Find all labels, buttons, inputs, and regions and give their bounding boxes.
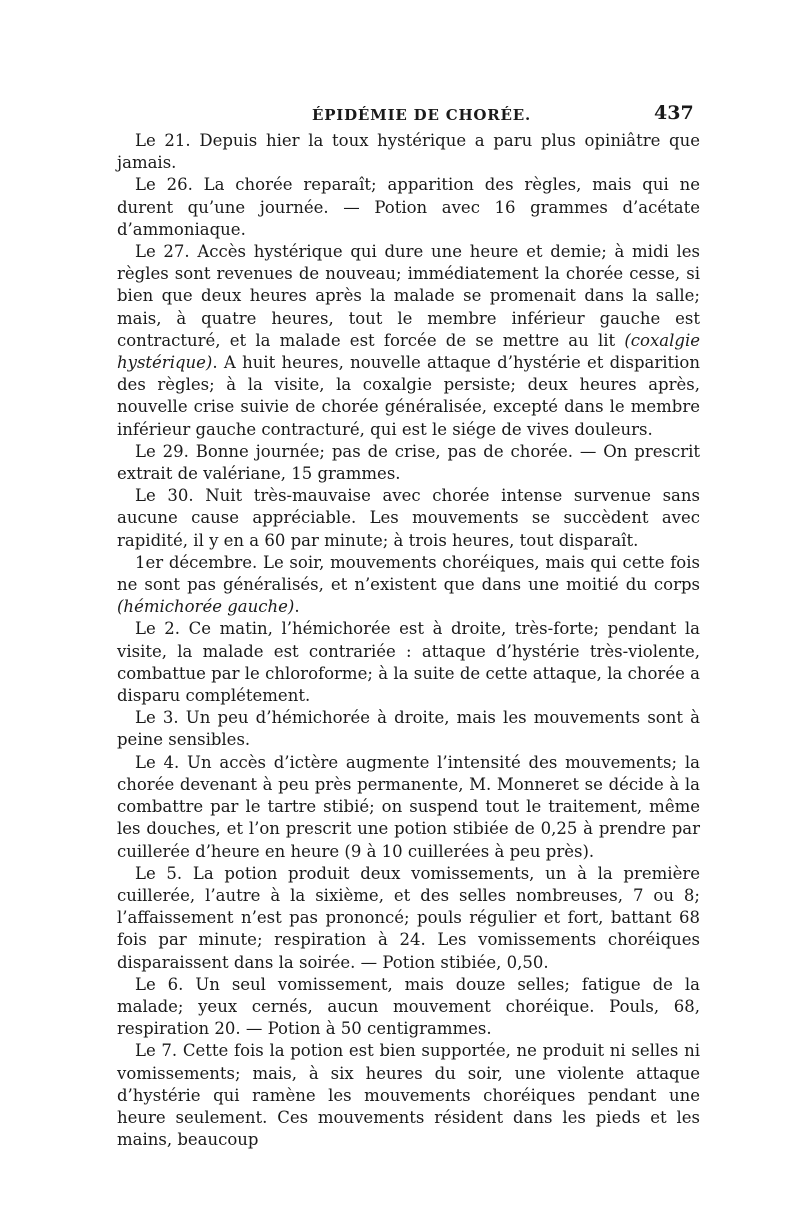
body-text	[117, 130, 700, 1151]
paragraph-26: Le 26. La chorée reparaît; apparition des règles, mais qui ne durent qu’une journée. — Potion avec 16 grammes d’acétate d’ammoniaque.	[117, 175, 700, 239]
paragraph-27-text: Le 27. Accès hystérique qui dure une heure et demie; à midi les règles sont revenues de nouveau; immédiatement la chorée cesse, si bien que deux heures après la malade se promenait dans la salle; mais, à quatre heures, tout le membre inférieur gauche est contracturé, et la malade est forcée de se mettre au lit	[117, 242, 700, 350]
paragraph-2: Le 2. Ce matin, l’hémichorée est à droite, très-forte; pendant la visite, la malade est contrariée : attaque d’hystérie très-violente, combattue par le chloroforme; à la suite de cette attaque, la chorée a disparu complétement.	[117, 619, 700, 706]
paragraph-1-decembre-italic: (hémichorée gauche)	[117, 597, 295, 617]
paragraph-5: Le 5. La potion produit deux vomissements, un à la première cuillerée, l’autre à la sixième, et des selles nombreuses, 7 ou 8; l’affaissement n’est pas prononcé; pouls régulier et fort, battant 68 fois par minute; respiration à 24. Les vomissements choréiques disparaissent dans la soirée. — Potion stibiée, 0,50.	[117, 863, 700, 972]
paragraph-27	[117, 241, 700, 441]
paragraph-4: Le 4. Un accès d’ictère augmente l’intensité des mouvements; la chorée devenant à peu près permanente, M. Monneret se décide à la combattre par le tartre stibié; on suspend tout le traitement, même les douches, et l’on prescrit une potion stibiée de 0,25 à prendre par cuillerée d’heure en heure (9 à 10 cuillerées à peu près).	[117, 752, 700, 861]
running-title: ÉPIDÉMIE DE CHORÉE.	[312, 106, 532, 124]
paragraph-21: Le 21. Depuis hier la toux hystérique a paru plus opiniâtre que jamais.	[117, 131, 700, 173]
paragraph-6: Le 6. Un seul vomissement, mais douze selles; fatigue de la malade; yeux cernés, aucun mouvement choréique. Pouls, 68, respiration 20. — Potion à 50 centigrammes.	[117, 974, 700, 1039]
paragraph-27-tail: . A huit heures, nouvelle attaque d’hystérie et disparition des règles; à la visite, la coxalgie persiste; deux heures après, nouvelle crise suivie de chorée généralisée, excepté dans le membre inférieur gauche contracturé, qui est le siége de vives douleurs.	[117, 353, 700, 439]
paragraph-27-italic: (coxalgie hystérique)	[117, 330, 701, 373]
paragraph-1-decembre-tail: .	[294, 597, 300, 617]
page-number: 437	[654, 102, 694, 124]
paragraph-29: Le 29. Bonne journée; pas de crise, pas de chorée. — On prescrit extrait de valériane, 15 grammes.	[117, 441, 700, 484]
paragraph-30: Le 30. Nuit très-mauvaise avec chorée intense survenue sans aucune cause appréciable. Les mouvements se succèdent avec rapidité, il y en a 60 par minute; à trois heures, tout disparaît.	[117, 486, 700, 550]
paragraph-7: Le 7. Cette fois la potion est bien supportée, ne produit ni selles ni vomissements; mais, à six heures du soir, une violente attaque d’hystérie qui ramène les mouvements choréiques pendant une heure seulement. Ces mouvements résident dans les pieds et les mains, beaucoup	[117, 1041, 700, 1150]
paragraph-1-decembre	[117, 552, 700, 619]
running-head	[0, 100, 800, 130]
paragraph-3: Le 3. Un peu d’hémichorée à droite, mais les mouvements sont à peine sensibles.	[117, 708, 700, 750]
paragraph-1-decembre-text: 1er décembre. Le soir, mouvements choréiques, mais qui cette fois ne sont pas généralisés, et n’existent que dans une moitié du corps	[117, 552, 700, 595]
